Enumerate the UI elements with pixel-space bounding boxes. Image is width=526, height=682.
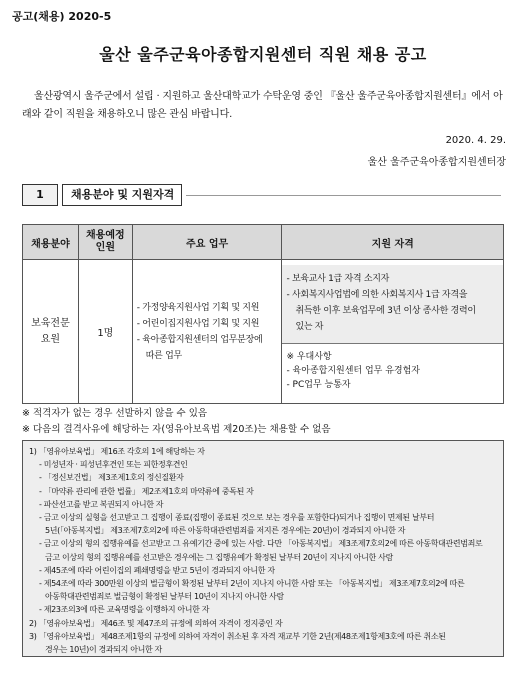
notice-number: 공고(채용) 2020-5 [12,10,112,23]
announcement-date: 2020. 4. 29. [445,135,506,146]
section-number: 1 [22,184,58,206]
list-item: - 제54조에 따라 300만원 이상의 벌금형이 확정된 날부터 2년이 지나지 아니한 사람 또는 「아동복지법」 제3조제7호의2에 따른 [39,579,465,589]
cell-field [23,260,79,404]
list-item: - 제23조의3에 따른 교육명령을 이행하지 아니한 자 [39,605,210,615]
field-line: 보육전문 [31,317,70,329]
list-item: - 제45조에 따라 어린이집의 폐쇄명령을 받고 5년이 경과되지 아니한 자 [39,565,275,575]
section-divider [186,195,501,196]
list-item: - 파산선고를 받고 복권되지 아니한 자 [39,499,164,509]
qual-item: - 보육교사 1급 자격 소지자 [286,274,390,284]
list-item: 금고 이상의 형의 집행유예를 선고받은 경우에는 그 집행유예가 확정된 날부터 20년이 지나지 아니한 사람 [45,552,393,562]
list-item: 아동학대관련범죄로 벌금형이 확정된 날부터 10년이 지나지 아니한 사람 [45,592,284,602]
page-title: 울산 울주군육아종합지원센터 직원 채용 공고 [99,45,427,64]
table-header-row [23,225,504,260]
header-field: 채용분야 [23,225,79,260]
list-item: - 「마약류 관리에 관한 법률」 제2조제1호의 마약류에 중독된 자 [39,486,254,496]
field-line: 요원 [40,333,61,345]
pref-item: - 육아종합지원센터 업무 유경험자 [286,366,421,376]
list-item: 3) 「영유아보육법」 제48조제1항의 규정에 의하여 자격이 취소된 후 자격 재교부 기한 2년(제48조제1항제3호에 따른 취소된 [29,631,446,641]
section-title: 채용분야 및 지원자격 [62,184,182,206]
header-qualifications: 지원 자격 [282,225,504,260]
list-item: - 금고 이상의 실형을 선고받고 그 집행이 종료(집행이 종료된 것으로 보는 경우를 포함한다)되거나 집행이 면제된 날부터 [39,513,435,523]
task-item: - 어린이집지원사업 기획 및 지원 [136,318,260,329]
table-row [23,260,504,404]
note-no-selection: ※ 적격자가 없는 경우 선발하지 않을 수 있음 [22,408,208,419]
cell-count: 1명 [78,260,132,404]
required-qualifications [282,265,503,344]
list-item: - 금고 이상의 형의 집행유예를 선고받고 그 유예기간 중에 있는 사람. 다만 「아동복지법」 제3조제7호의2에 따른 아동학대관련범죄로 [39,539,483,549]
qual-item: 취득한 이후 보육업무에 3년 이상 종사한 경력이 [295,306,476,316]
task-item: 따른 업무 [145,350,182,361]
list-item: 경우는 10년)이 경과되지 아니한 자 [45,645,162,655]
qual-item: 있는 자 [295,322,324,332]
note-disqualification: ※ 다음의 결격사유에 해당하는 자(영유아보육법 제20조)는 채용할 수 없음 [22,424,331,435]
intro-paragraph: 울산광역시 울주군에서 설립 · 지원하고 울산대학교가 수탁운영 중인 『울산 울주군육아종합지원센터』에서 아래와 같이 직원을 채용하오니 많은 관심 바랍니다. [22,91,503,120]
list-item: 1) 「영유아보육법」 제16조 각호의 1에 해당하는 자 [29,447,205,456]
pref-item: ※ 우대사항 [286,352,332,362]
cell-qualifications [282,260,504,404]
list-item: 5년(「아동복지법」 제3조제7호의2에 따른 아동학대관련범죄를 저지른 경우에는 20년)이 경과되지 아니한 자 [45,526,406,536]
cell-tasks [132,260,282,404]
task-item: - 육아종합지원센터의 업무분장에 [136,334,263,345]
list-item: - 미성년자 · 피성년후견인 또는 피한정후견인 [39,460,188,470]
list-item: 2) 「영유아보육법」 제46조 및 제47조의 규정에 의하여 자격이 정지중인 자 [29,618,283,628]
issuing-organization: 울산 울주군육아종합지원센터장 [367,157,506,168]
list-item: - 「정신보건법」 제3조제1호의 정신질환자 [39,473,184,483]
preferred-qualifications [282,344,503,398]
pref-item: - PC업무 능통자 [286,380,351,390]
qual-item: - 사회복지사업법에 의한 사회복지사 1급 자격을 [286,290,468,300]
task-item: - 가정양육지원사업 기획 및 지원 [136,302,260,313]
disqualification-box [22,440,504,657]
header-tasks: 주요 업무 [132,225,282,260]
header-count: 채용예정 인원 [78,225,132,260]
recruitment-table [22,224,504,404]
